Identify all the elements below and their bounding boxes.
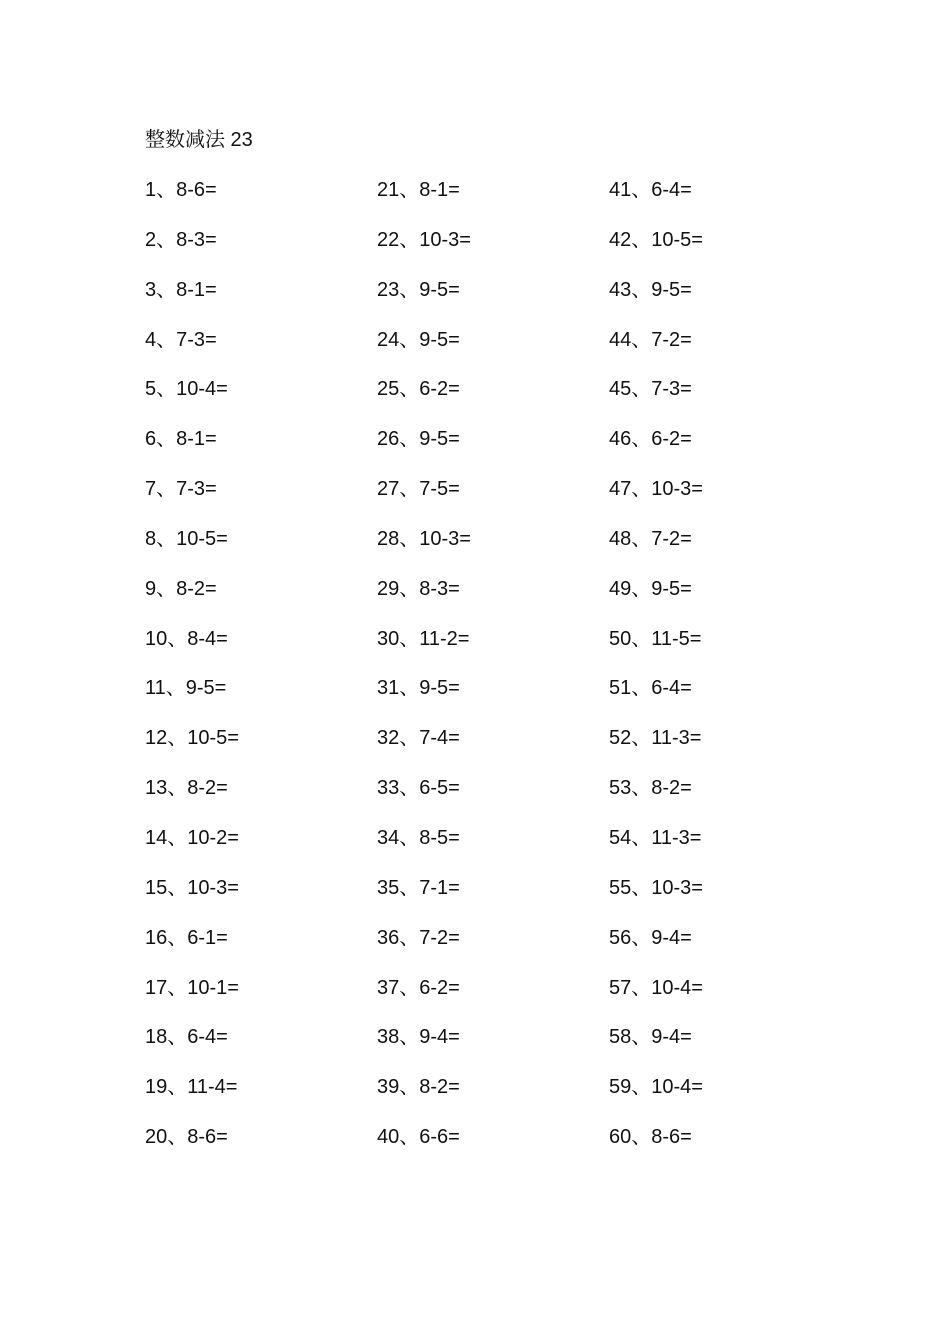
math-problem: 3、8-1= [145, 278, 217, 301]
math-problem: 10、8-4= [145, 627, 228, 650]
math-problem: 17、10-1= [145, 976, 239, 999]
math-problem: 37、6-2= [377, 976, 460, 999]
math-problem: 1、8-6= [145, 179, 217, 201]
math-problem: 14、10-2= [145, 826, 239, 849]
math-problem: 48、7-2= [609, 527, 692, 550]
math-problem: 21、8-1= [377, 179, 460, 201]
math-problem: 52、11-3= [609, 727, 702, 750]
math-problem: 11、9-5= [145, 677, 227, 700]
math-problem: 58、9-4= [609, 1026, 692, 1049]
math-problem: 28、10-3= [377, 527, 471, 550]
math-problem: 30、11-2= [377, 627, 470, 650]
math-problem: 47、10-3= [609, 478, 703, 501]
problem-column-1 [145, 176, 239, 1173]
worksheet-title: 整数减法 23 [145, 129, 253, 151]
math-problem: 18、6-4= [145, 1026, 228, 1049]
math-problem: 49、9-5= [609, 577, 692, 600]
math-problem: 60、8-6= [609, 1126, 692, 1149]
math-problem: 29、8-3= [377, 577, 460, 600]
math-problem: 57、10-4= [609, 976, 703, 999]
problem-column-2 [377, 176, 471, 1173]
math-problem: 50、11-5= [609, 627, 702, 650]
math-problem: 9、8-2= [145, 577, 217, 600]
math-problem: 56、9-4= [609, 926, 692, 949]
math-problem: 44、7-2= [609, 328, 692, 351]
math-problem: 53、8-2= [609, 777, 692, 800]
problem-column-3 [609, 176, 703, 1173]
math-problem: 16、6-1= [145, 926, 228, 949]
math-problem: 5、10-4= [145, 378, 228, 401]
math-problem: 22、10-3= [377, 228, 471, 251]
math-problem: 25、6-2= [377, 378, 460, 401]
math-problem: 6、8-1= [145, 428, 217, 451]
math-problem: 42、10-5= [609, 228, 703, 251]
math-problem: 8、10-5= [145, 527, 228, 550]
math-problem: 33、6-5= [377, 777, 460, 800]
math-problem: 13、8-2= [145, 777, 228, 800]
math-problem: 45、7-3= [609, 378, 692, 401]
math-problem: 51、6-4= [609, 677, 692, 700]
math-problem: 59、10-4= [609, 1076, 703, 1099]
math-problem: 39、8-2= [377, 1076, 460, 1099]
math-problem: 15、10-3= [145, 876, 239, 899]
math-problem: 55、10-3= [609, 876, 703, 899]
math-problem: 38、9-4= [377, 1026, 460, 1049]
math-problem: 54、11-3= [609, 826, 702, 849]
math-problem: 23、9-5= [377, 278, 460, 301]
math-problem: 26、9-5= [377, 428, 460, 451]
math-problem: 27、7-5= [377, 478, 460, 501]
math-problem: 20、8-6= [145, 1126, 228, 1149]
math-problem: 43、9-5= [609, 278, 692, 301]
math-problem: 41、6-4= [609, 179, 692, 201]
math-problem: 32、7-4= [377, 727, 460, 750]
math-problem: 40、6-6= [377, 1126, 460, 1149]
math-problem: 19、11-4= [145, 1076, 238, 1099]
math-problem: 7、7-3= [145, 478, 217, 501]
math-problem: 34、8-5= [377, 826, 460, 849]
math-problem: 46、6-2= [609, 428, 692, 451]
math-problem: 4、7-3= [145, 328, 217, 351]
math-problem: 2、8-3= [145, 228, 217, 251]
math-problem: 35、7-1= [377, 876, 460, 899]
math-problem: 36、7-2= [377, 926, 460, 949]
math-problem: 31、9-5= [377, 677, 460, 700]
math-problem: 24、9-5= [377, 328, 460, 351]
math-problem: 12、10-5= [145, 727, 239, 750]
